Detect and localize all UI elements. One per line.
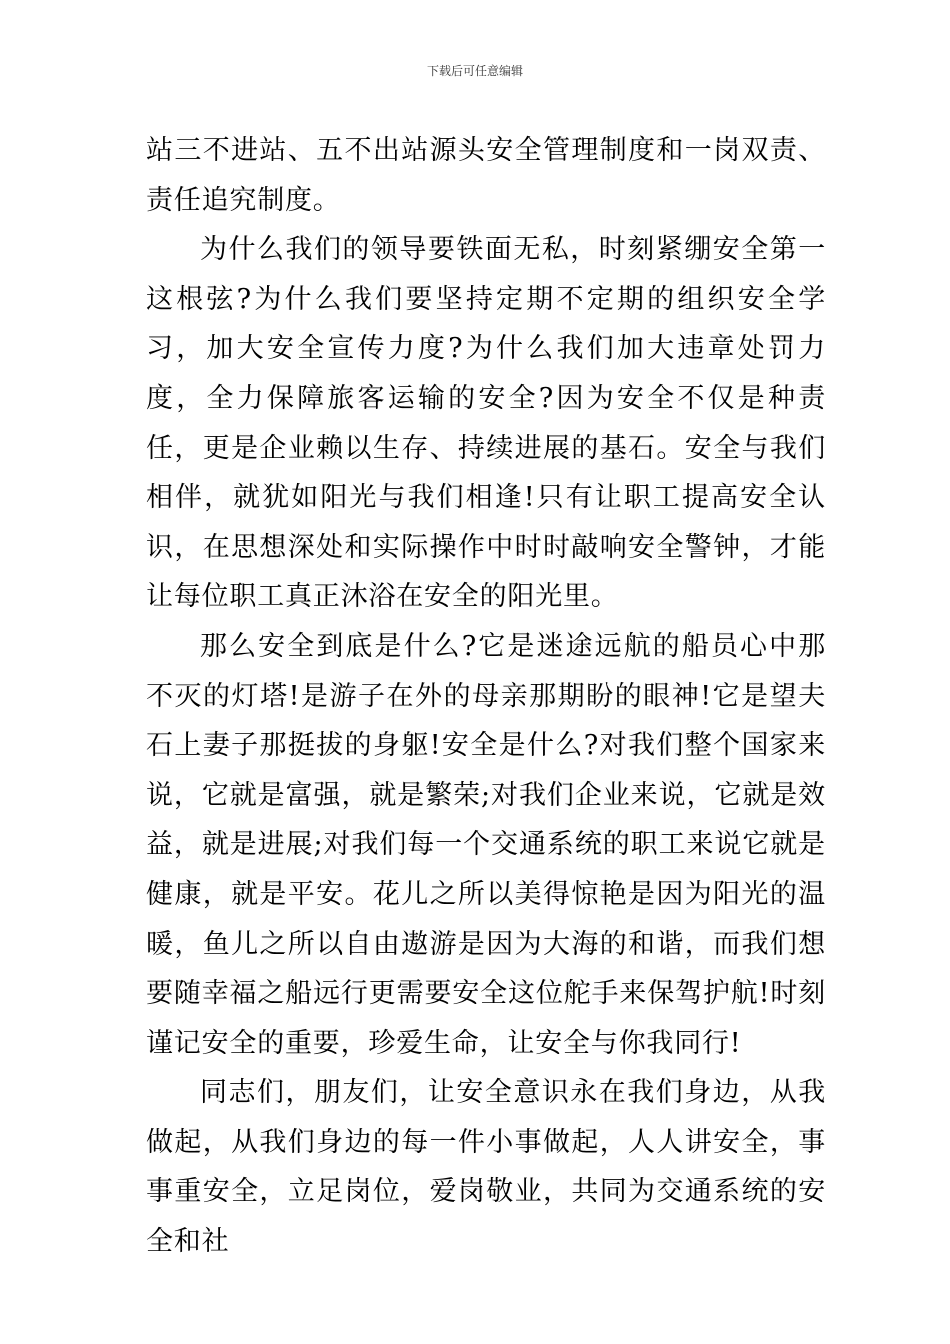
paragraph-3: 那么安全到底是什么?它是迷途远航的船员心中那不灭的灯塔!是游子在外的母亲那期盼的眼神!它是望夫石上妻子那挺拔的身躯!安全是什么?对我们整个国家来说，它就是富强，就是繁荣;对我们企业来说，它就是效益，就是进展;对我们每一个交通系统的职工来说它就是健康，就是平安。花儿之所以美得惊艳是因为阳光的温暖，鱼儿之所以自由遨游是因为大海的和谐，而我们想要随幸福之船远行更需要安全这位舵手来保驾护航!时刻谨记安全的重要，珍爱生命，让安全与你我同行! [146, 630, 826, 1059]
paragraph-1: 站三不进站、五不出站源头安全管理制度和一岗双责、责任追究制度。 [146, 135, 826, 216]
paragraph-4: 同志们，朋友们，让安全意识永在我们身边，从我做起，从我们身边的每一件小事做起，人人讲安全，事事重安全，立足岗位，爱岗敬业，共同为交通系统的安全和社 [146, 1077, 826, 1258]
document-body [146, 126, 826, 1267]
page-header: 下载后可任意编辑 [426, 64, 523, 78]
paragraph-2: 为什么我们的领导要铁面无私，时刻紧绷安全第一这根弦?为什么我们要坚持定期不定期的组织安全学习，加大安全宣传力度?为什么我们加大违章处罚力度，全力保障旅客运输的安全?因为安全不仅是种责任，更是企业赖以生存、持续进展的基石。安全与我们相伴，就犹如阳光与我们相逢!只有让职工提高安全认识，在思想深处和实际操作中时时敲响安全警钟，才能让每位职工真正沐浴在安全的阳光里。 [146, 234, 826, 613]
